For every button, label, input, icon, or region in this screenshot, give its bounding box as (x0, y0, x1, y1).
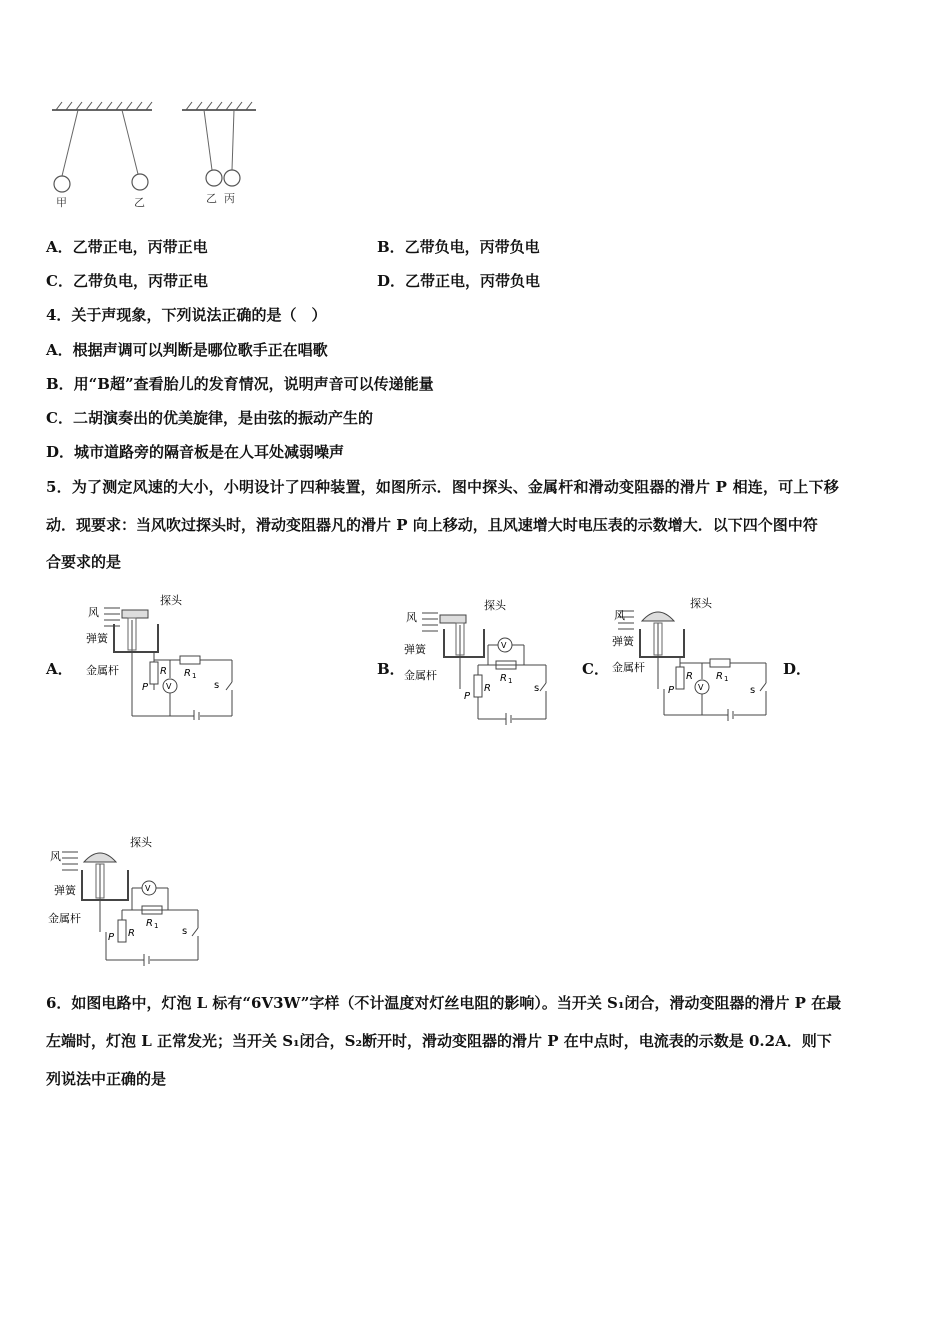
q5-option-c[interactable]: C． (582, 660, 609, 678)
svg-text:风: 风 (406, 611, 417, 624)
q4-option-a[interactable]: A．根据声调可以判断是哪位歌手正在唱歌 (46, 341, 328, 359)
q6-stem-line3: 列说法中正确的是 (46, 1070, 167, 1088)
svg-text:探头: 探头 (484, 599, 506, 612)
q4-stem: 4．关于声现象，下列说法正确的是（ ） (46, 306, 327, 324)
label-jia: 甲 (56, 196, 67, 209)
svg-text:P: P (142, 682, 149, 693)
svg-text:弹簧: 弹簧 (54, 884, 76, 897)
svg-text:P: P (108, 932, 115, 943)
svg-text:R: R (484, 683, 491, 694)
svg-text:弹簧: 弹簧 (86, 632, 108, 645)
q6-stem-line1: 6．如图电路中，灯泡 L 标有“6V3W”字样（不计温度对灯丝电阻的影响）。当开关 S₁闭合，滑动变阻器的滑片 P 在最 (46, 994, 842, 1012)
svg-text:R: R (716, 671, 723, 682)
svg-text:R: R (184, 668, 191, 679)
svg-text:P: P (668, 685, 675, 696)
svg-text:金属杆: 金属杆 (48, 912, 81, 925)
q3-option-a[interactable]: A．乙带正电，丙带正电 (46, 238, 208, 256)
label-yi: 乙 (134, 196, 145, 209)
wind-circuit-a (86, 590, 246, 720)
svg-text:探头: 探头 (130, 836, 152, 849)
ball-jia (54, 176, 70, 192)
svg-text:弹簧: 弹簧 (612, 635, 634, 648)
svg-text:V: V (501, 641, 507, 650)
svg-text:1: 1 (192, 672, 197, 680)
ball-yi-2 (206, 170, 222, 186)
q3-option-c[interactable]: C．乙带负电，丙带正电 (46, 272, 208, 290)
svg-text:1: 1 (508, 677, 513, 685)
svg-text:R: R (146, 918, 153, 929)
q6-stem-line2: 左端时，灯泡 L 正常发光；当开关 S₁闭合，S₂断开时，滑动变阻器的滑片 P 在中点时，电流表的示数是 0.2A．则下 (46, 1032, 832, 1050)
q4-option-b[interactable]: B．用“B超”查看胎儿的发育情况，说明声音可以传递能量 (46, 375, 434, 393)
svg-text:P: P (464, 691, 471, 702)
svg-text:1: 1 (724, 675, 729, 683)
q5-stem-line3: 合要求的是 (46, 553, 122, 571)
q5-option-d[interactable]: D． (783, 660, 812, 678)
ball-bing (224, 170, 240, 186)
svg-text:1: 1 (154, 922, 159, 930)
q5-option-b[interactable]: B． (377, 660, 405, 678)
svg-text:弹簧: 弹簧 (404, 643, 426, 656)
svg-text:R: R (686, 671, 693, 682)
label-bing: 丙 (224, 192, 235, 205)
svg-text:s: s (214, 680, 220, 691)
svg-text:s: s (182, 926, 188, 937)
svg-text:金属杆: 金属杆 (404, 669, 437, 682)
q5-stem-line1: 5．为了测定风速的大小，小明设计了四种装置，如图所示．图中探头、金属杆和滑动变阻器的滑片 P 相连，可上下移 (46, 478, 839, 496)
wind-circuit-d (48, 832, 208, 972)
q4-option-c[interactable]: C．二胡演奏出的优美旋律，是由弦的振动产生的 (46, 409, 373, 427)
svg-text:风: 风 (50, 850, 61, 863)
svg-text:R: R (500, 673, 507, 684)
svg-text:探头: 探头 (160, 594, 182, 607)
svg-text:金属杆: 金属杆 (86, 664, 119, 677)
svg-text:探头: 探头 (690, 597, 712, 610)
pendulum-figure (48, 98, 260, 213)
q5-option-a[interactable]: A． (46, 660, 73, 678)
svg-text:风: 风 (88, 606, 99, 619)
svg-text:R: R (128, 928, 135, 939)
q3-option-b[interactable]: B．乙带负电，丙带负电 (377, 238, 540, 256)
svg-text:V: V (698, 683, 704, 692)
svg-text:V: V (166, 682, 172, 691)
q3-option-d[interactable]: D．乙带正电，丙带负电 (377, 272, 541, 290)
q5-stem-line2: 动．现要求：当风吹过探头时，滑动变阻器凡的滑片 P 向上移动，且风速增大时电压表的示数增大．以下四个图中符 (46, 516, 818, 534)
ball-yi (132, 174, 148, 190)
label-yi-2: 乙 (206, 192, 217, 205)
svg-text:金属杆: 金属杆 (612, 661, 645, 674)
wind-circuit-c (612, 593, 772, 723)
svg-text:s: s (750, 685, 756, 696)
wind-circuit-b (404, 595, 564, 725)
svg-text:s: s (534, 683, 540, 694)
svg-text:R: R (160, 666, 167, 677)
svg-text:风: 风 (614, 609, 625, 622)
q4-option-d[interactable]: D．城市道路旁的隔音板是在人耳处减弱噪声 (46, 443, 345, 461)
svg-text:V: V (145, 884, 151, 893)
